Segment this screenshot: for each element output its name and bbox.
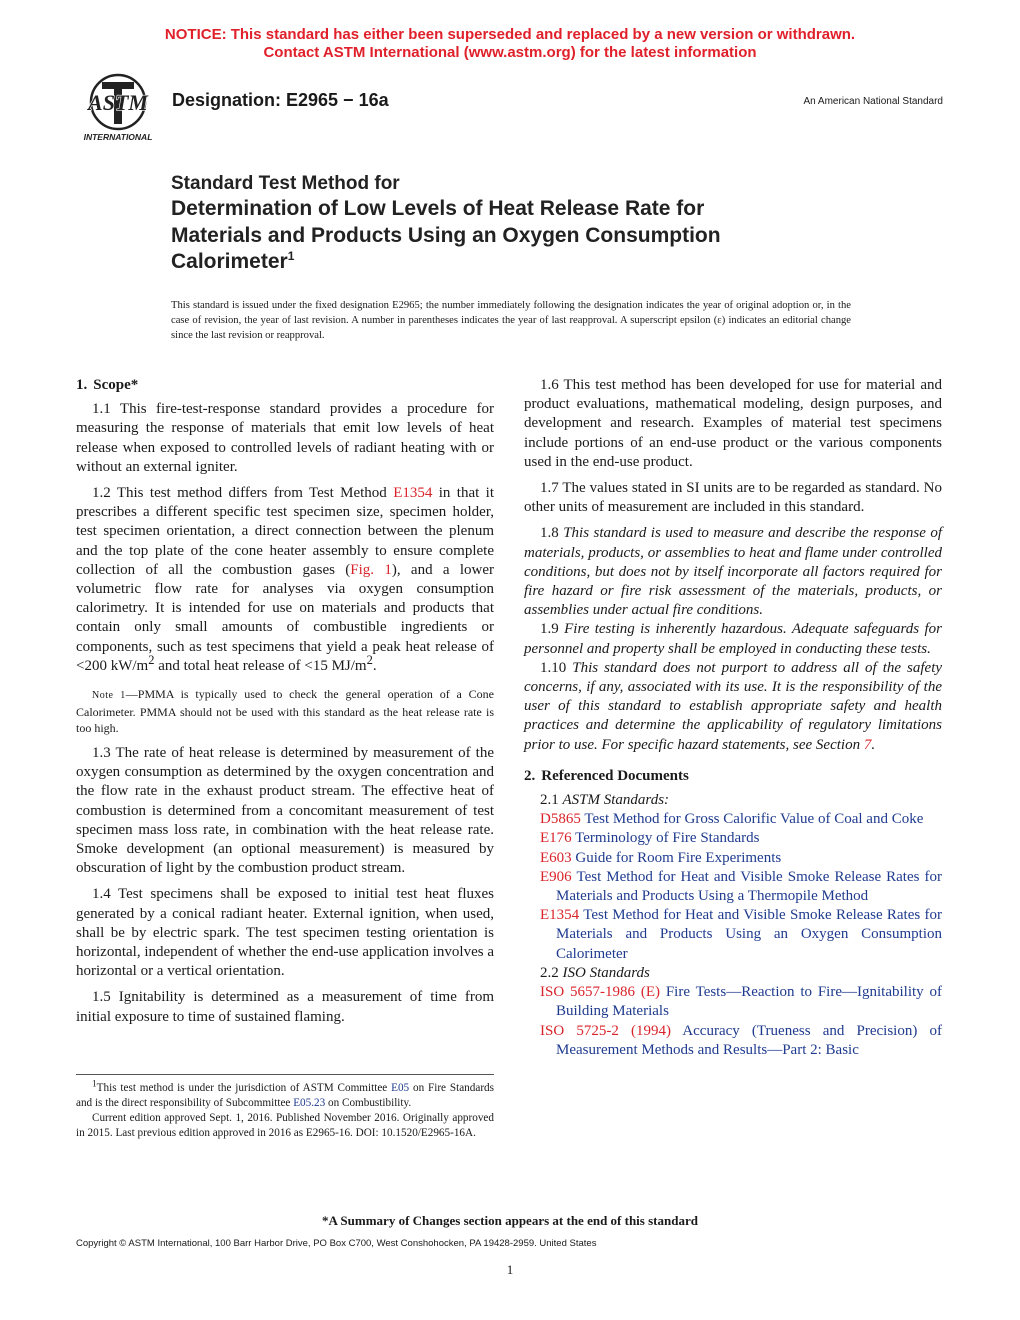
copyright: Copyright © ASTM International, 100 Barr Harbor Drive, PO Box C700, West Conshohocken, PA 19428-2959. United States <box>76 1238 597 1249</box>
page-number: 1 <box>506 1262 514 1277</box>
title-line-1: Standard Test Method for <box>171 173 400 194</box>
ref-title-link[interactable]: Terminology of Fire Standards <box>575 830 760 847</box>
iso-standards-label: 2.2 ISO Standards <box>540 964 650 981</box>
ref-title-link[interactable]: Test Method for Heat and Visible Smoke Release Rates for Materials and Products Using a Thermopile Method <box>556 868 943 905</box>
american-national-standard-label: An American National Standard <box>803 96 943 107</box>
title-line-4: Calorimeter <box>171 250 288 273</box>
ref-title-link[interactable]: Test Method for Heat and Visible Smoke Release Rates for Materials and Products Using an Oxygen Consumption Calorimeter <box>556 907 943 962</box>
note-1: Note 1—PMMA is typically used to check the general operation of a Cone Calorimeter. PMMA should not be used with this standard as the heat release rate is too high. <box>76 687 494 736</box>
iso-references <box>524 983 942 1060</box>
logo-subtext: INTERNATIONAL <box>83 132 153 142</box>
ref-code-link[interactable]: E603 <box>540 849 572 866</box>
link-fig-1[interactable]: Fig. 1 <box>350 561 392 578</box>
footnote-1: $^1$This test method is under the jurisdiction of ASTM Committee E05 on Fire Standards and is the direct responsibility of Subcommittee E05.23 on Combustibility. <box>76 1079 494 1109</box>
title-line-3: Materials and Products Using an Oxygen Consumption <box>171 223 721 247</box>
ref-code-link[interactable]: ISO 5657-1986 (E) <box>540 984 660 1001</box>
link-e1354[interactable]: E1354 <box>393 485 433 502</box>
astm-standards-label: 2.1 ASTM Standards: <box>540 792 670 809</box>
ref-code-link[interactable]: E906 <box>540 868 572 885</box>
astm-ref-item <box>524 849 942 868</box>
para-1-2: 1.2 This test method differs from Test Method E1354 in that it prescribes a different specific test specimen size, specimen holder, test specimen orientation, a direct connection between the plenum and the top plate of the cone heater assembly to ensure complete collection of all the combustion gases (Fig. 1), and a lower volumetric flow rate for analyses via oxygen consumption calorimetry. It is intended for use on materials and products that contain only small amounts of combustible ingredients or components, such as test specimens that yield a peak heat release of <200 $kW/m^2$ and total heat release of <15 $MJ/m^2$. <box>76 485 494 674</box>
title-footnote-mark: 1 <box>287 249 295 263</box>
iso-ref-item <box>524 1022 942 1060</box>
title-line-2: Determination of Low Levels of Heat Release Rate for <box>171 197 705 220</box>
iso-ref-item <box>524 983 942 1021</box>
astm-ref-item <box>524 868 942 906</box>
link-e05-23[interactable]: E05.23 <box>293 1097 326 1109</box>
ref-title-link[interactable]: Accuracy (Trueness and Precision) of Measurement Methods and Results—Part 2: Basic <box>556 1022 942 1058</box>
para-1-3: 1.3 The rate of heat release is determined by measurement of the oxygen consumption as determined by the oxygen concentration and the flow rate in the exhaust product stream. The effective heat of combustion is determined from a concomitant measurement of test specimen mass loss rate, in combination with the heat release rate. Smoke development (an optional measurement) is measured by obscuration of light by the combustion product stream. <box>76 745 494 877</box>
ref-code-link[interactable]: D5865 <box>540 811 581 828</box>
para-1-10: 1.10 This standard does not purport to address all of the safety concerns, if any, associated with its use. It is the responsibility of the user of this standard to establish appropriate safety and health practices and determine the applicability of regulatory limitations prior to use. For specific hazard statements, see Section 7. <box>524 659 943 753</box>
withdrawal-notice <box>0 26 1020 62</box>
para-1-7: 1.7 The values stated in SI units are to be regarded as standard. No other units of measurement are included in this standard. <box>524 480 942 516</box>
logo-text: ASTM <box>88 90 148 115</box>
para-1-5: 1.5 Ignitability is determined as a measurement of time from initial exposure to time of sustained flaming. <box>76 989 494 1025</box>
astm-logo <box>72 70 164 146</box>
ref-code-link[interactable]: E176 <box>540 830 572 847</box>
astm-ref-item <box>524 906 942 964</box>
footnotes <box>76 1074 494 1141</box>
link-e05[interactable]: E05 <box>391 1082 410 1094</box>
ref-title-link[interactable]: Fire Tests—Reaction to Fire—Ignitability of Building Materials <box>556 984 942 1020</box>
designation: Designation: E2965 − 16a <box>172 90 389 110</box>
notice-line-1: NOTICE: This standard has either been superseded and replaced by a new version or withdrawn. <box>164 26 856 43</box>
left-column <box>76 376 494 1027</box>
section-heading-scope: 1. Scope* <box>76 377 139 393</box>
right-column <box>524 376 942 1060</box>
section-heading-referenced-documents: 2. Referenced Documents <box>524 767 689 784</box>
astm-ref-item <box>524 829 942 848</box>
para-1-8: 1.8 This standard is used to measure and describe the response of materials, products, or assemblies to heat and flame under controlled conditions, but does not by itself incorporate all factors required for fire hazard or fire risk assessment of the materials, products, or assemblies under actual fire conditions. <box>524 525 942 619</box>
para-1-1: 1.1 This fire-test-response standard provides a procedure for measuring the response of materials that emit low levels of heat release when exposed to controlled levels of radiant heating with or without an external igniter. <box>76 401 494 475</box>
issued-note: This standard is issued under the fixed designation E2965; the number immediately following the designation indicates the year of original adoption or, in the case of revision, the year of last revision. A number in parentheses indicates the year of last reapproval. A superscript epsilon (ε) indicates an editorial change since the last revision or reapproval. <box>171 300 851 341</box>
astm-references <box>524 810 942 964</box>
ref-title-link[interactable]: Guide for Room Fire Experiments <box>575 849 782 866</box>
summary-of-changes-note: *A Summary of Changes section appears at the end of this standard <box>322 1213 698 1228</box>
para-1-4: 1.4 Test specimens shall be exposed to initial test heat fluxes generated by a conical radiant heater. External ignition, when used, shall be by electric spark. The test specimen testing orientation is horizontal, independent of whether the end-use application involves a horizontal or a vertical orientation. <box>76 886 494 980</box>
notice-line-2: Contact ASTM International (www.astm.org) for the latest information <box>263 44 757 61</box>
para-1-9: 1.9 Fire testing is inherently hazardous. Adequate safeguards for personnel and property shall be employed in conducting these tests. <box>524 621 942 657</box>
link-section-7[interactable]: 7 <box>863 736 872 753</box>
footnote-2: Current edition approved Sept. 1, 2016. Published November 2016. Originally approved in 2015. Last previous edition approved in 2016 as E2965-16. DOI: 10.1520/E2965-16A. <box>76 1112 494 1139</box>
para-1-6: 1.6 This test method has been developed for use for material and product evaluations, mathematical modeling, design purposes, and development and research. Examples of material test specimens include portions of an end-use product or the various components used in the end-use product. <box>524 377 942 470</box>
ref-title-link[interactable]: Test Method for Gross Calorific Value of Coal and Coke <box>584 811 924 828</box>
ref-code-link[interactable]: E1354 <box>540 907 580 924</box>
document-title <box>171 172 871 276</box>
astm-ref-item <box>524 810 942 829</box>
ref-code-link[interactable]: ISO 5725-2 (1994) <box>540 1022 671 1039</box>
